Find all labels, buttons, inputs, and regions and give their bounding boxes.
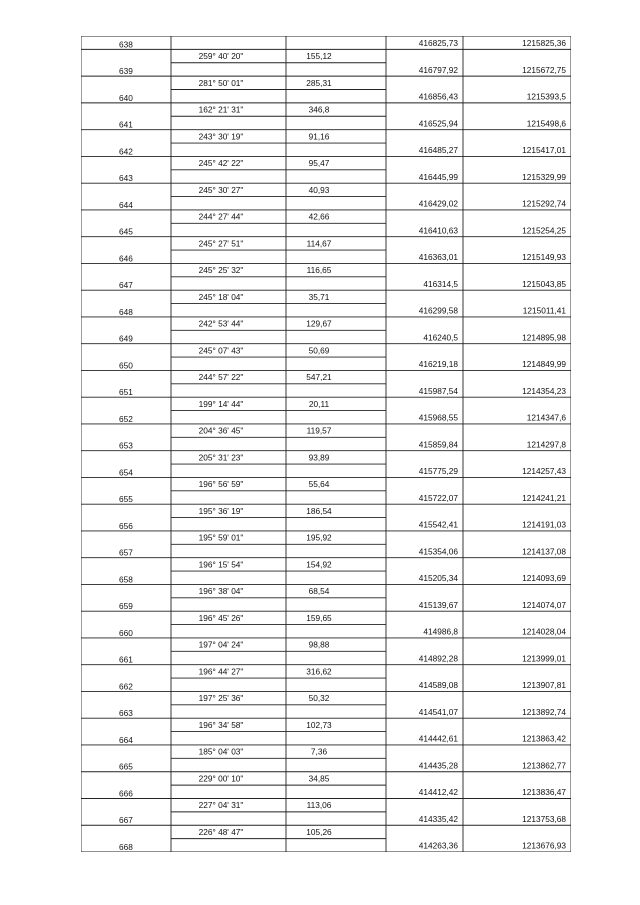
coordinate-y: 1214137,08 [522, 546, 566, 557]
bearing-angle: 242° 53' 44" [198, 318, 244, 329]
coordinate-x: 415722,07 [418, 492, 458, 503]
coordinate-x: 416299,58 [418, 305, 458, 316]
coordinate-y: 1215825,36 [522, 38, 566, 48]
coordinate-x: 416314,5 [423, 278, 458, 289]
coordinate-x: 415354,06 [418, 546, 458, 557]
point-number: 666 [119, 788, 133, 799]
point-number: 642 [119, 146, 133, 157]
point-number: 644 [119, 199, 133, 210]
point-number: 659 [119, 601, 133, 612]
bearing-angle: 196° 56' 59" [198, 479, 244, 490]
coordinate-y: 1215329,99 [522, 171, 566, 182]
bearing-angle: 245° 18' 04" [198, 291, 244, 302]
coordinate-x: 416240,5 [423, 332, 458, 343]
segment-length: 102,73 [306, 719, 332, 730]
segment-length: 285,31 [306, 77, 332, 88]
bearing-angle: 226° 48' 47" [198, 826, 244, 837]
segment-length: 547,21 [306, 372, 332, 383]
segment-length: 98,88 [308, 639, 330, 650]
point-number: 643 [119, 173, 133, 184]
coordinate-x: 414412,42 [418, 787, 458, 798]
point-number: 646 [119, 253, 133, 264]
point-number: 668 [119, 842, 133, 852]
coordinate-x: 416825,73 [418, 38, 458, 48]
bearing-angle: 245° 25' 32" [198, 265, 244, 276]
coordinate-y: 1213676,93 [522, 840, 566, 851]
coordinate-y: 1214849,99 [522, 359, 566, 370]
coordinate-y: 1214347,6 [526, 412, 566, 423]
segment-length: 159,65 [306, 612, 332, 623]
bearing-angle: 197° 04' 24" [198, 639, 244, 650]
point-number: 663 [119, 708, 133, 719]
point-number: 654 [119, 467, 133, 478]
coordinate-y: 1214895,98 [522, 332, 566, 343]
bearing-angle: 259° 40' 20" [198, 51, 244, 62]
point-number: 641 [119, 119, 133, 130]
bearing-angle: 227° 04' 31" [198, 800, 244, 811]
segment-length: 55,64 [308, 479, 330, 490]
point-number: 648 [119, 306, 133, 317]
coordinate-x: 416445,99 [418, 171, 458, 182]
segment-length: 20,11 [308, 398, 330, 409]
segment-length: 7,36 [310, 746, 328, 757]
bearing-angle: 205° 31' 23" [198, 452, 244, 463]
coordinate-x: 414986,8 [423, 626, 458, 637]
segment-length: 93,89 [308, 452, 330, 463]
coordinate-x: 414435,28 [418, 760, 458, 771]
coordinate-y: 1215292,74 [522, 198, 566, 209]
segment-length: 129,67 [306, 318, 332, 329]
point-number: 657 [119, 547, 133, 558]
coordinate-y: 1214257,43 [522, 466, 566, 477]
segment-length: 119,57 [306, 425, 332, 436]
coordinate-y: 1215149,93 [522, 252, 566, 263]
coordinate-x: 414892,28 [418, 653, 458, 664]
coordinate-y: 1215254,25 [522, 225, 566, 236]
point-number: 653 [119, 440, 133, 451]
segment-length: 95,47 [308, 158, 330, 169]
bearing-angle: 245° 42' 22" [198, 158, 244, 169]
coordinate-y: 1213999,01 [522, 653, 566, 664]
point-number: 640 [119, 92, 133, 103]
coordinate-y: 1213753,68 [522, 813, 566, 824]
coordinate-x: 416797,92 [418, 64, 458, 75]
coordinate-x: 414442,61 [418, 733, 458, 744]
coordinate-x: 415139,67 [418, 599, 458, 610]
coordinate-x: 416363,01 [418, 252, 458, 263]
coordinate-y: 1214093,69 [522, 573, 566, 584]
bearing-angle: 245° 30' 27" [198, 184, 244, 195]
point-number: 647 [119, 280, 133, 291]
point-number: 661 [119, 654, 133, 665]
coordinate-y: 1215498,6 [526, 118, 566, 129]
point-number: 650 [119, 360, 133, 371]
segment-length: 91,16 [308, 131, 330, 142]
segment-length: 116,65 [306, 265, 332, 276]
segment-length: 186,54 [306, 505, 332, 516]
segment-length: 68,54 [308, 586, 330, 597]
bearing-angle: 196° 44' 27" [198, 666, 244, 677]
point-number: 652 [119, 413, 133, 424]
coordinates-table [81, 36, 571, 852]
coordinate-y: 1214297,8 [526, 439, 566, 450]
point-number: 667 [119, 815, 133, 826]
coordinate-y: 1215417,01 [522, 145, 566, 156]
coordinate-y: 1215393,5 [526, 91, 566, 102]
point-number: 638 [119, 39, 133, 50]
point-number: 660 [119, 627, 133, 638]
bearing-angle: 199° 14' 44" [198, 398, 244, 409]
coordinate-x: 416219,18 [418, 359, 458, 370]
bearing-angle: 281° 50' 01" [198, 77, 244, 88]
coordinate-x: 416410,63 [418, 225, 458, 236]
segment-length: 105,26 [306, 826, 332, 837]
point-number: 656 [119, 520, 133, 531]
coordinate-y: 1214028,04 [522, 626, 566, 637]
point-number: 645 [119, 226, 133, 237]
segment-length: 114,67 [306, 238, 332, 249]
point-number: 651 [119, 387, 133, 398]
point-number: 662 [119, 681, 133, 692]
segment-length: 154,92 [306, 559, 332, 570]
point-number: 649 [119, 333, 133, 344]
bearing-angle: 196° 45' 26" [198, 612, 244, 623]
segment-length: 195,92 [306, 532, 332, 543]
bearing-angle: 196° 15' 54" [198, 559, 244, 570]
coordinate-y: 1214191,03 [522, 519, 566, 530]
segment-length: 50,32 [308, 693, 330, 704]
coordinate-y: 1214074,07 [522, 599, 566, 610]
coordinate-x: 414541,07 [418, 706, 458, 717]
segment-length: 35,71 [308, 291, 330, 302]
coordinate-y: 1213907,81 [522, 680, 566, 691]
bearing-angle: 229° 00' 10" [198, 773, 244, 784]
coordinate-x: 415968,55 [418, 412, 458, 423]
coordinate-y: 1213862,77 [522, 760, 566, 771]
coordinate-y: 1214241,21 [522, 492, 566, 503]
point-number: 655 [119, 494, 133, 505]
coordinate-x: 414335,42 [418, 813, 458, 824]
coordinate-x: 415775,29 [418, 466, 458, 477]
bearing-angle: 245° 07' 43" [198, 345, 244, 356]
coordinate-x: 414589,08 [418, 680, 458, 691]
bearing-angle: 185° 04' 03" [198, 746, 244, 757]
coordinate-y: 1213836,47 [522, 787, 566, 798]
coordinate-y: 1214354,23 [522, 385, 566, 396]
segment-length: 155,12 [306, 51, 332, 62]
bearing-angle: 244° 57' 22" [198, 372, 244, 383]
segment-length: 50,69 [308, 345, 330, 356]
segment-length: 113,06 [306, 800, 332, 811]
coordinate-x: 414263,36 [418, 840, 458, 851]
segment-length: 34,85 [308, 773, 330, 784]
coordinate-x: 415987,54 [418, 385, 458, 396]
point-number: 664 [119, 734, 133, 745]
coordinate-x: 416429,02 [418, 198, 458, 209]
bearing-angle: 195° 36' 19" [198, 505, 244, 516]
bearing-angle: 196° 38' 04" [198, 586, 244, 597]
coordinate-y: 1213863,42 [522, 733, 566, 744]
point-number: 639 [119, 66, 133, 77]
table-cells [119, 38, 566, 852]
coordinate-x: 416485,27 [418, 145, 458, 156]
bearing-angle: 197° 25' 36" [198, 693, 244, 704]
segment-length: 42,66 [308, 211, 330, 222]
coordinate-y: 1213892,74 [522, 706, 566, 717]
coordinate-x: 415859,84 [418, 439, 458, 450]
coordinate-y: 1215011,41 [522, 305, 566, 316]
coordinate-x: 416525,94 [418, 118, 458, 129]
bearing-angle: 196° 34' 58" [198, 719, 244, 730]
coordinate-y: 1215672,75 [522, 64, 566, 75]
bearing-angle: 245° 27' 51" [198, 238, 244, 249]
coordinate-y: 1215043,85 [522, 278, 566, 289]
segment-length: 40,93 [308, 184, 330, 195]
bearing-angle: 195° 59' 01" [198, 532, 244, 543]
point-number: 665 [119, 761, 133, 772]
coordinate-x: 415542,41 [418, 519, 458, 530]
coordinate-x: 416856,43 [418, 91, 458, 102]
bearing-angle: 204° 36' 45" [198, 425, 244, 436]
bearing-angle: 243° 30' 19" [198, 131, 244, 142]
point-number: 658 [119, 574, 133, 585]
bearing-angle: 244° 27' 44" [198, 211, 244, 222]
coordinate-x: 415205,34 [418, 573, 458, 584]
bearing-angle: 162° 21' 31" [198, 104, 244, 115]
segment-length: 346,8 [308, 104, 330, 115]
segment-length: 316,62 [306, 666, 332, 677]
